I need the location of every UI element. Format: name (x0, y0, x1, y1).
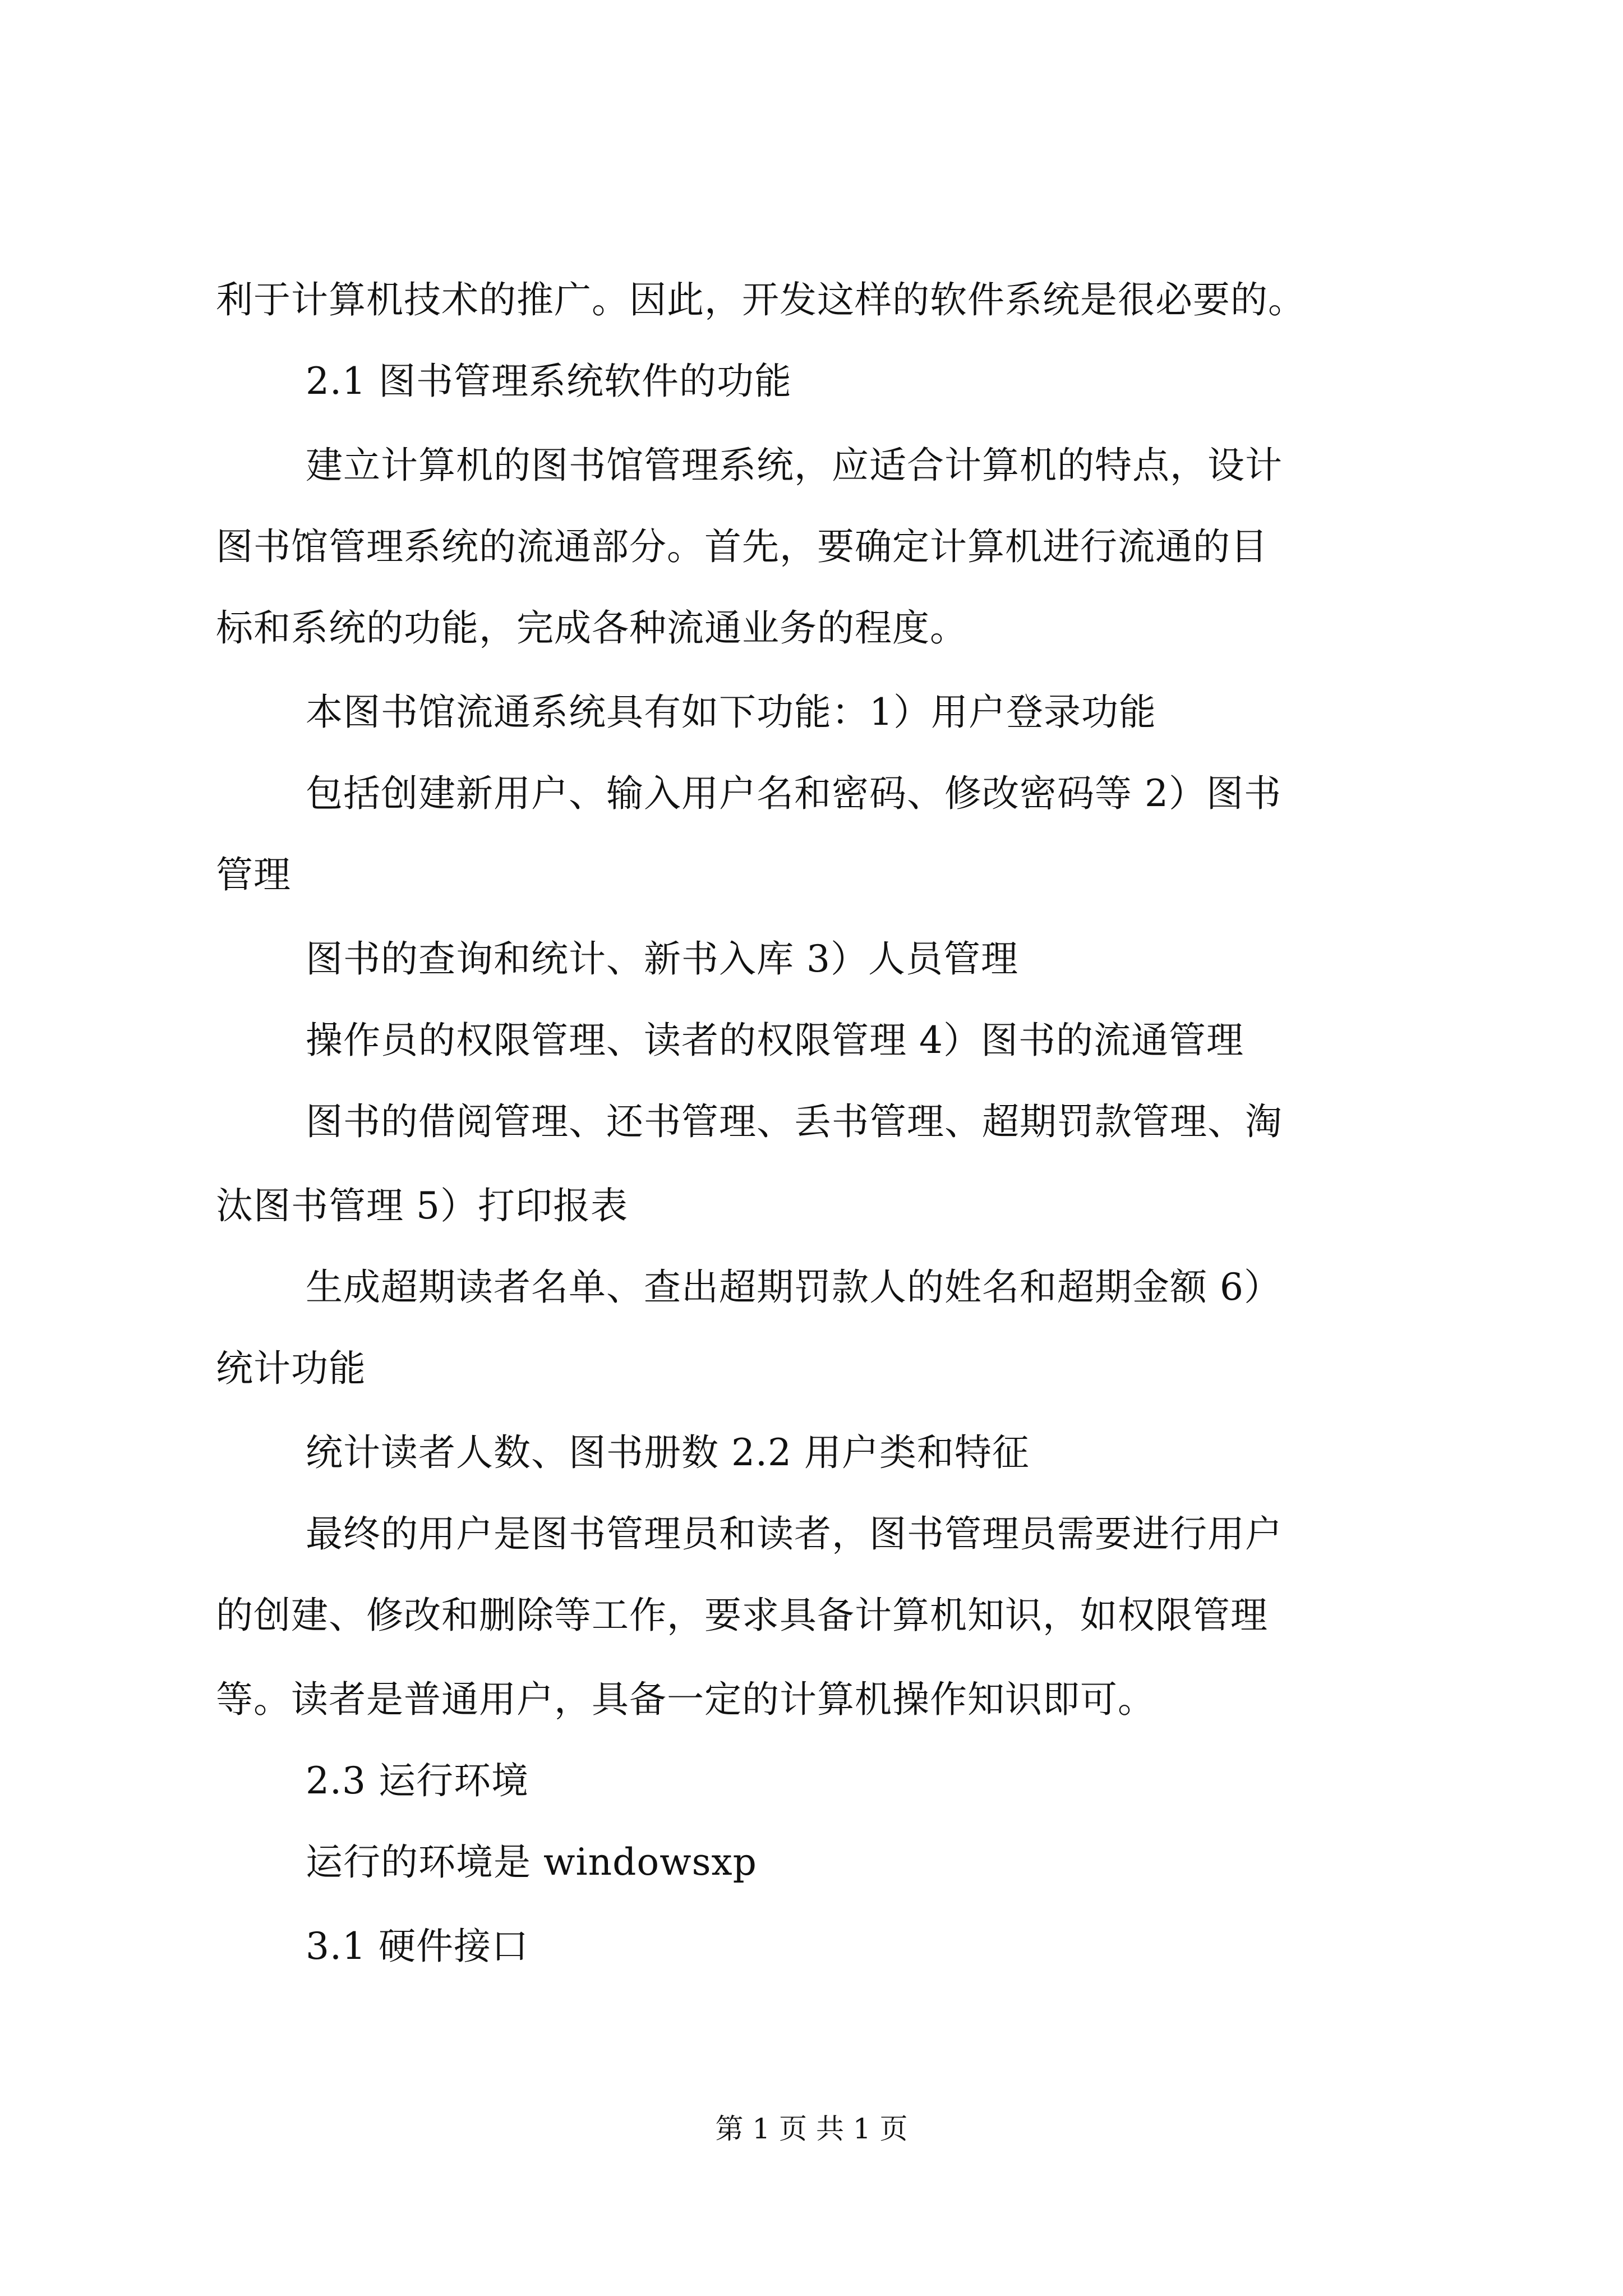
text-line-14: 统计功能 (216, 1347, 366, 1390)
text-line-6: 本图书馆流通系统具有如下功能：1）用户登录功能 (306, 691, 1156, 734)
heading-3-1: 3.1 硬件接口 (306, 1925, 529, 1968)
text-line-17: 的创建、修改和删除等工作，要求具备计算机知识，如权限管理 (216, 1594, 1268, 1637)
text-line-7: 包括创建新用户、输入用户名和密码、修改密码等 2）图书 (306, 772, 1281, 815)
text-line-1: 利于计算机技术的推广。因此，开发这样的软件系统是很必要的。 (216, 278, 1306, 321)
text-line-16: 最终的用户是图书管理员和读者，图书管理员需要进行用户 (306, 1512, 1283, 1556)
text-line-8: 管理 (216, 853, 291, 896)
text-line-18: 等。读者是普通用户，具备一定的计算机操作知识即可。 (216, 1678, 1155, 1721)
heading-2-3: 2.3 运行环境 (306, 1759, 529, 1802)
page-footer: 第 1 页 共 1 页 (715, 2113, 908, 2145)
text-line-15: 统计读者人数、图书册数 2.2 用户类和特征 (306, 1431, 1030, 1474)
text-line-11: 图书的借阅管理、还书管理、丢书管理、超期罚款管理、淘 (306, 1100, 1283, 1143)
text-line-10: 操作员的权限管理、读者的权限管理 4）图书的流通管理 (306, 1019, 1244, 1062)
heading-2-1: 2.1 图书管理系统软件的功能 (306, 360, 792, 403)
text-line-3: 建立计算机的图书馆管理系统，应适合计算机的特点，设计 (306, 444, 1283, 487)
text-line-4: 图书馆管理系统的流通部分。首先，要确定计算机进行流通的目 (216, 525, 1268, 568)
text-line-12: 汰图书管理 5）打印报表 (216, 1184, 628, 1227)
text-line-5: 标和系统的功能，完成各种流通业务的程度。 (216, 606, 967, 650)
text-line-13: 生成超期读者名单、查出超期罚款人的姓名和超期金额 6） (306, 1266, 1281, 1309)
text-line-20: 运行的环境是 windowsxp (306, 1841, 757, 1884)
text-line-9: 图书的查询和统计、新书入库 3）人员管理 (306, 937, 1018, 981)
